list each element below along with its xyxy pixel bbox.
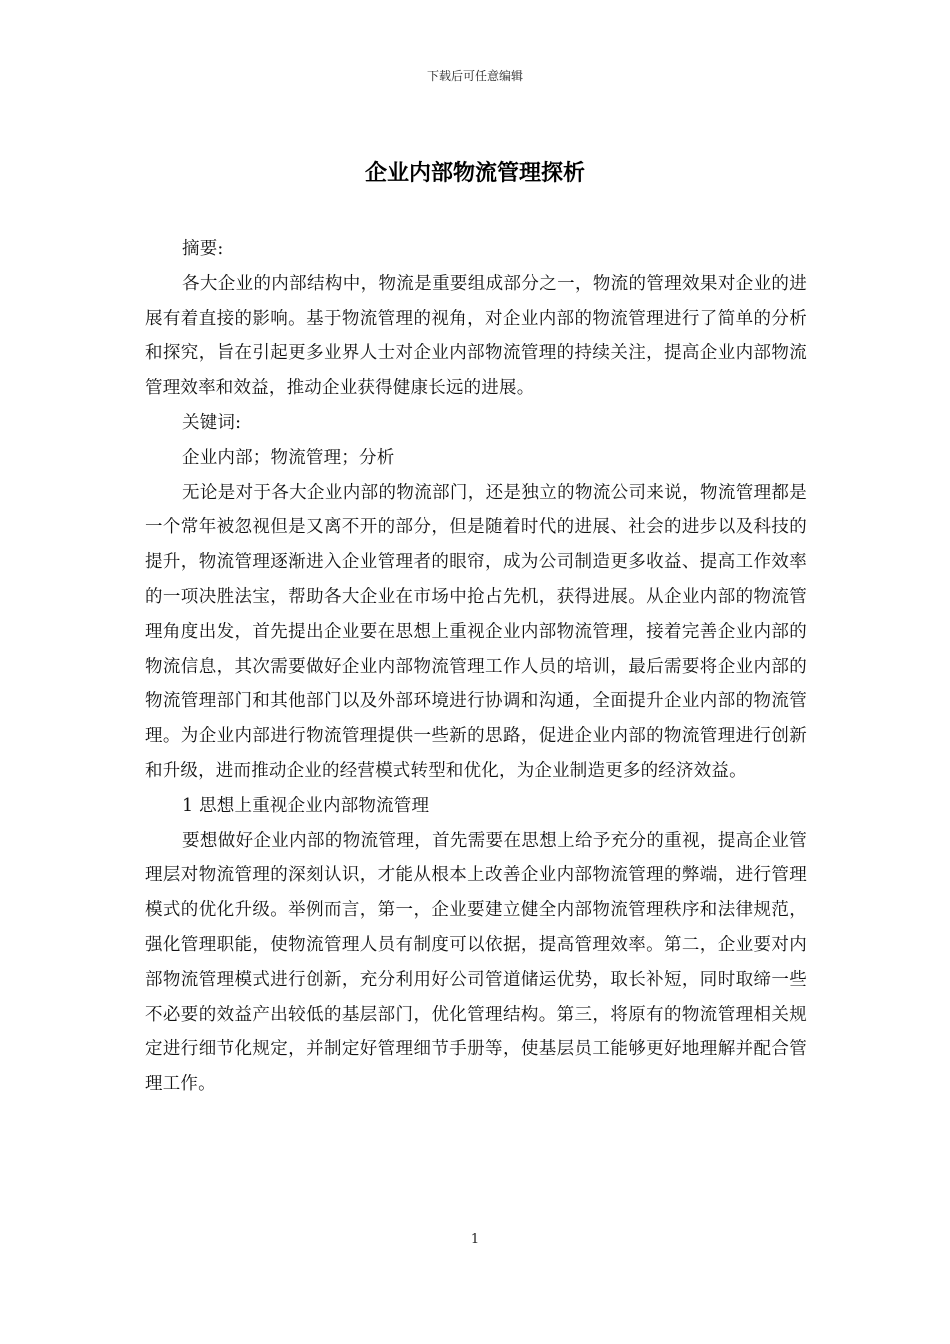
keywords-label: 关键词:: [182, 412, 242, 433]
header-note: 下载后可任意编辑: [426, 69, 523, 83]
document-body: [145, 232, 807, 1102]
section-paragraph: 要想做好企业内部的物流管理，首先需要在思想上给予充分的重视，提高企业管理层对物流管理的深刻认识，才能从根本上改善企业内部物流管理的弊端，进行管理模式的优化升级。举例而言，第一，企业要建立健全内部物流管理秩序和法律规范，强化管理职能，使物流管理人员有制度可以依据，提高管理效率。第二，企业要对内部物流管理模式进行创新，充分利用好公司管道储运优势，取长补短，同时取缔一些不必要的效益产出较低的基层部门，优化管理结构。第三，将原有的物流管理相关规定进行细节化规定，并制定好管理细节手册等，使基层员工能够更好地理解并配合管理工作。: [145, 830, 807, 1095]
section-heading: 1 思想上重视企业内部物流管理: [182, 795, 430, 816]
abstract-paragraph: 各大企业的内部结构中，物流是重要组成部分之一，物流的管理效果对企业的进展有着直接的影响。基于物流管理的视角，对企业内部的物流管理进行了简单的分析和探究，旨在引起更多业界人士对企业内部物流管理的持续关注，提高企业内部物流管理效率和效益，推动企业获得健康长远的进展。: [145, 273, 807, 399]
page-number: 1: [470, 1232, 480, 1247]
keywords-paragraph: 企业内部；物流管理；分析: [182, 447, 395, 468]
abstract-label: 摘要:: [182, 239, 224, 259]
intro-paragraph: 无论是对于各大企业内部的物流部门，还是独立的物流公司来说，物流管理都是一个常年被忽视但是又离不开的部分，但是随着时代的进展、社会的进步以及科技的提升，物流管理逐渐进入企业管理者的眼帘，成为公司制造更多收益、提高工作效率的一项决胜法宝，帮助各大企业在市场中抢占先机，获得进展。从企业内部的物流管理角度出发，首先提出企业要在思想上重视企业内部物流管理，接着完善企业内部的物流信息，其次需要做好企业内部物流管理工作人员的培训，最后需要将企业内部的物流管理部门和其他部门以及外部环境进行协调和沟通，全面提升企业内部的物流管理。为企业内部进行物流管理提供一些新的思路，促进企业内部的物流管理进行创新和升级，进而推动企业的经营模式转型和优化，为企业制造更多的经济效益。: [145, 482, 807, 781]
document-title: 企业内部物流管理探析: [364, 160, 585, 186]
